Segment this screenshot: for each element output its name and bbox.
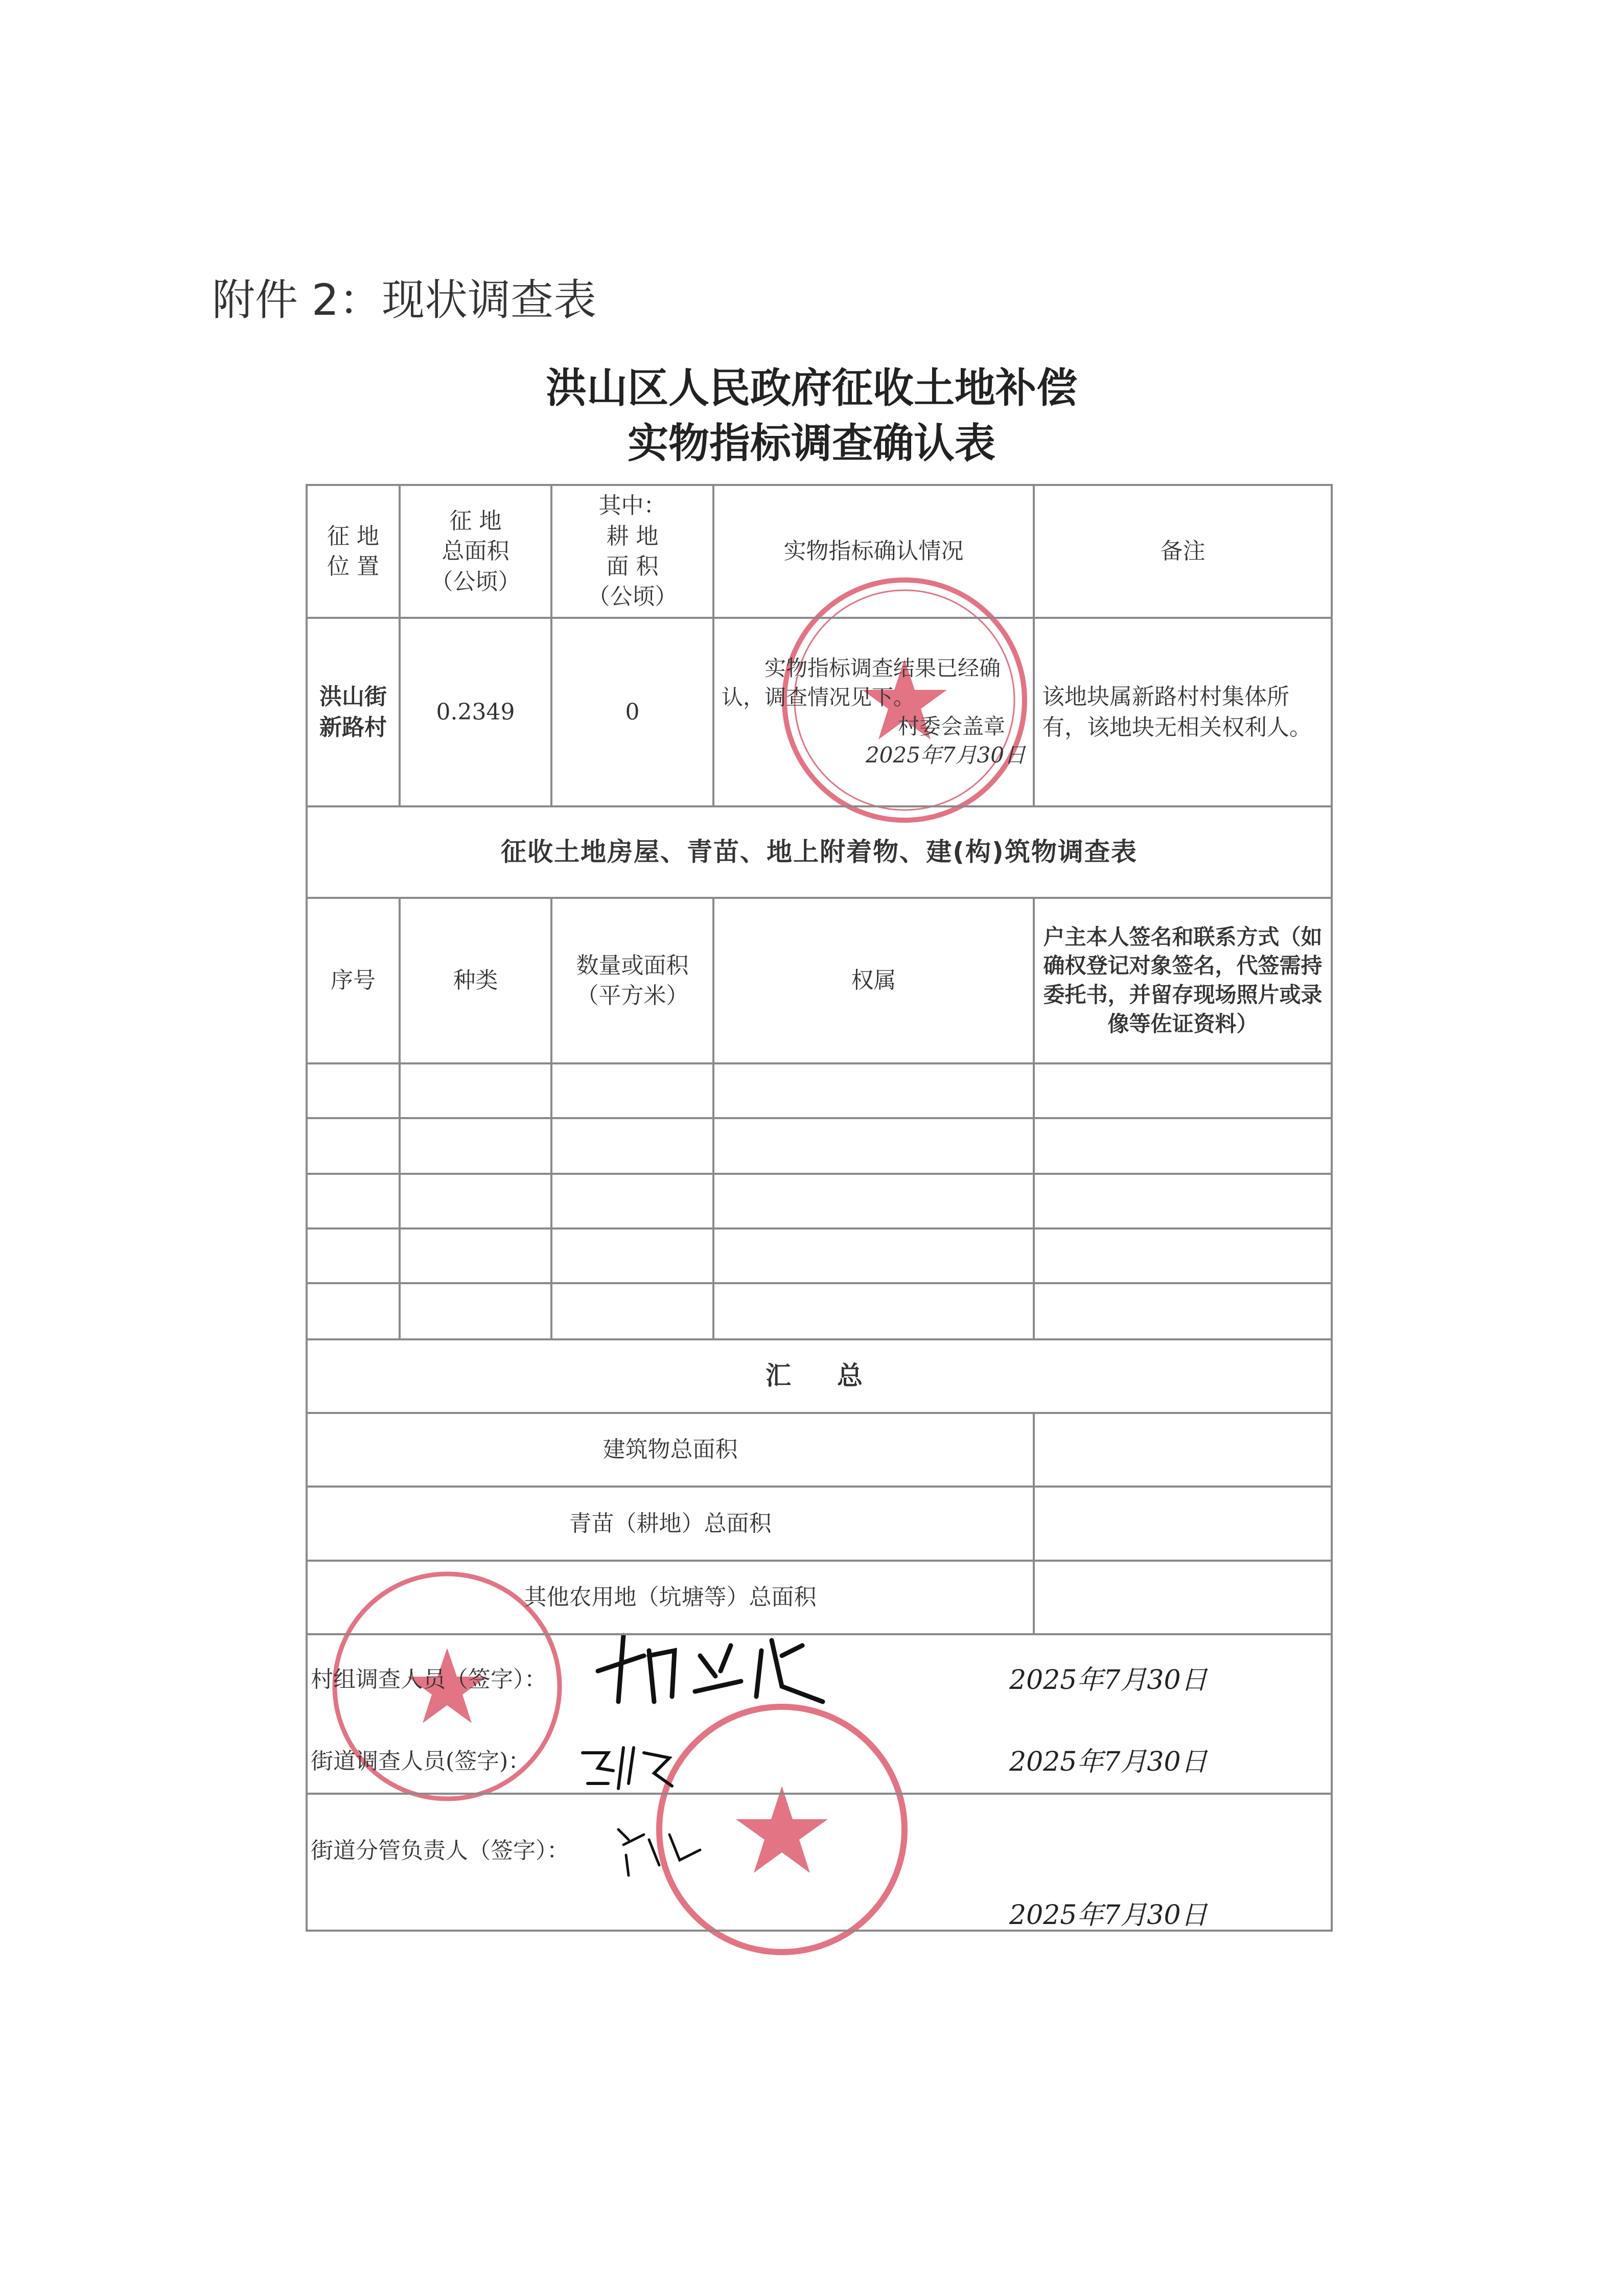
survey-table bbox=[306, 484, 1333, 1932]
signature-date-village: 2025年7月30日 bbox=[1009, 1665, 1208, 1696]
summary-title: 汇 总 bbox=[307, 1339, 1332, 1413]
header-farmland-area: 其中： 耕 地 面 积 （公顷） bbox=[551, 485, 713, 618]
annex-heading: 附件 2：现状调查表 bbox=[212, 275, 597, 325]
header-ownership: 权属 bbox=[713, 898, 1034, 1063]
header-location: 征 地 位 置 bbox=[307, 485, 400, 618]
table2-title: 征收土地房屋、青苗、地上附着物、建(构)筑物调查表 bbox=[307, 806, 1332, 898]
cell-location: 洪山街 新路村 bbox=[307, 618, 400, 806]
header-owner-signature: 户主本人签名和联系方式（如确权登记对象签名，代签需持委托书，并留存现场照片或录像等佐证资料） bbox=[1034, 898, 1332, 1063]
header-quantity: 数量或面积 （平方米） bbox=[551, 898, 713, 1063]
table2-header-row bbox=[307, 898, 1332, 1063]
summary-label: 建筑物总面积 bbox=[307, 1413, 1034, 1487]
summary-label: 其他农用地（坑塘等）总面积 bbox=[307, 1561, 1034, 1634]
summary-row bbox=[307, 1487, 1332, 1561]
table1-header-row bbox=[307, 485, 1332, 618]
confirmation-text: 实物指标调查结果已经确认，调查情况见下。 bbox=[722, 656, 1001, 710]
document-title-line2: 实物指标调查确认表 bbox=[628, 420, 995, 467]
seal-note: 村委会盖章 bbox=[897, 713, 1005, 739]
summary-row bbox=[307, 1413, 1332, 1487]
header-type: 种类 bbox=[400, 898, 551, 1063]
header-confirmation: 实物指标确认情况 bbox=[713, 485, 1034, 618]
header-remark: 备注 bbox=[1034, 485, 1332, 618]
signature-label-street: 街道调查人员(签字)： bbox=[311, 1748, 531, 1774]
document-title-line1: 洪山区人民政府征收土地补偿 bbox=[546, 364, 1077, 412]
signature-date-supervisor: 2025年7月30日 bbox=[1009, 1900, 1208, 1931]
summary-value bbox=[1034, 1487, 1332, 1561]
summary-value bbox=[1034, 1561, 1332, 1634]
cell-total-area: 0.2349 bbox=[400, 618, 551, 806]
confirmation-date: 2025年7月30日 bbox=[865, 743, 1026, 768]
cell-farmland-area: 0 bbox=[551, 618, 713, 806]
cell-confirmation bbox=[713, 618, 1034, 806]
summary-row bbox=[307, 1561, 1332, 1634]
signature-label-village: 村组调查人员（签字）： bbox=[311, 1666, 547, 1692]
table-row bbox=[307, 1283, 1332, 1339]
table-row bbox=[307, 1118, 1332, 1174]
table-row bbox=[307, 1174, 1332, 1228]
signature-label-supervisor: 街道分管负责人（签字）： bbox=[311, 1838, 569, 1864]
summary-value bbox=[1034, 1413, 1332, 1487]
cell-remark: 该地块属新路村村集体所有，该地块无相关权利人。 bbox=[1034, 618, 1332, 806]
header-serial: 序号 bbox=[307, 898, 400, 1063]
summary-label: 青苗（耕地）总面积 bbox=[307, 1487, 1034, 1561]
table-row bbox=[307, 1063, 1332, 1118]
table1-data-row bbox=[307, 618, 1332, 806]
table-row bbox=[307, 1228, 1332, 1283]
signature-date-street: 2025年7月30日 bbox=[1009, 1747, 1208, 1777]
header-total-area: 征 地 总面积 （公顷） bbox=[400, 485, 551, 618]
